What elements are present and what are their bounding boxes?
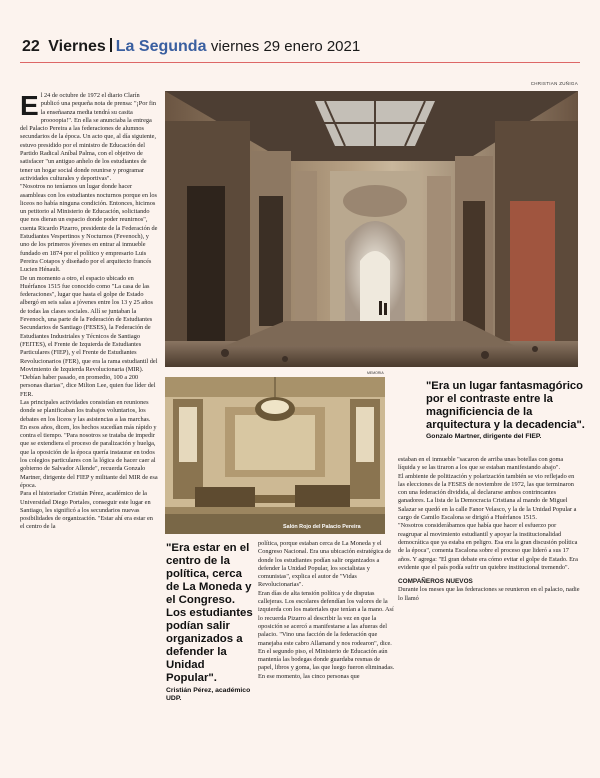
paper-name: La Segunda — [115, 38, 207, 55]
photo-credit-top: CHRISTIAN ZUÑIGA — [530, 81, 578, 86]
paragraph: estaban en el inmueble "sacaron de arriba unas botellas con goma líquida y se las tiraron a los que se estaban manifestando abajo". — [398, 456, 564, 472]
header-rule — [20, 62, 580, 63]
ruined-palace-photo — [165, 91, 578, 367]
paragraph: Durante los meses que las federaciones se reunieron en el palacio, nadie lo llamó — [398, 586, 580, 602]
paragraph: El ambiente de politización y polarización también se vio reflejado en las elecciones de la FESES de noviembre de 1972, las que terminaron con una federación dividida, al declararse ambos contrincantes ganadores. La lista de la Democracia Cristiana al mando de Miguel Salazar se quedó en la calle Fanor Velasco, y la de la Unidad Popular a cargo de Camilo Escalona se dirigió a Huérfanos 1515. — [398, 472, 577, 522]
paragraph: Para el historiador Cristián Pérez, académico de la Universidad Diego Portales, conseguir este lugar en Santiago, les significó a los secundarios nuevas posibilidades de organización. "Estar ahí era estar en el centro de la — [20, 490, 153, 531]
quote-text: "Era un lugar fantasmagórico por el contraste entre la magnificiencia de la arquitectura y la decadencia". — [426, 380, 585, 431]
day-label: Viernes — [48, 38, 106, 55]
drop-cap: E — [20, 90, 39, 121]
quote-attribution: Gonzalo Martner, dirigente del FIEP. — [426, 433, 542, 440]
header-separator — [110, 38, 112, 52]
paragraph: Eran días de alta tensión política y de disputas callejeras. Los escolares defendían los valores de la izquierda con los materiales que tenían a la mano. Así lo recuerda Pizarro al describir la vez en que la oposición se acercó a manifestarse a las afueras del palacio. "Vino una facción de la federación que manejaba este cabro Allamand y nos rodearon", dice. En el segundo piso, el Ministerio de Educación aún mantenía las bodegas donde guardaba resmas de papel, libros y goma, las que luego fueron eliminadas. En ese momento, las cinco personas que — [258, 589, 395, 680]
quote-text: "Era estar en el centro de la política, cerca de La Moneda y el Congreso. Los estudiantes podían salir organizados a defender la Unidad Popular". — [166, 542, 253, 684]
salon-illustration — [165, 377, 385, 534]
issue-date: viernes 29 enero 2021 — [210, 38, 361, 55]
photo-credit-small: MEMORIA — [367, 371, 384, 375]
pull-quote-top — [426, 380, 586, 441]
paragraph: Las principales actividades consistían en reuniones donde se planificaban los trabajos voluntarios, los debates en los liceos y las asistencias a las marchas. En esos años, dicen, los hechos sucedían más rápido y contra el tiempo. "Para nosotros se trataba de impedir que se extendiera el proceso de paralización y huelga, que la oposición de la época quería instaurar en todos los colegios particulares con la lógica de hacer caer al gobierno de Salvador Allende", recuerda Gonzalo Martner, dirigente del FIEP y militante del MIR de esa época. — [20, 398, 158, 489]
paragraph: De un momento a otro, el espacio ubicado en Huérfanos 1515 fue conocido como "La casa de las federaciones", lugar que hasta el golpe de Estado albergó en seis salas a jóvenes entre los 13 y 25 años de todas las clases sociales. Allí se juntaban la Fevenoch, una parte de la Federación de Estudiantes Secundarios de Santiago (FESES), la Federación de Estudiantes Industriales y Técnicos de Santiago (FEITES), el Frente de Izquierda de Estudiantes Particulares (FIEP), y el Frente de Estudiantes Revolucionarios (FER), que era la rama estudiantil del Movimiento de Izquierda Revolucionaria (MIR). "Debían haber pasado, en promedio, 100 a 200 personas diarias", dice Milton Lee, quien fue líder del FER. — [20, 274, 158, 398]
paragraph: "Nosotros no teníamos un lugar donde hacer asambleas con los estudiantes nocturnos porque en los liceos no había ninguna condición. Entonces, hicimos un petitorio al Ministerio de Educación, solicitando que nos dieran un espacio donde poder reunirnos", cuenta Ricardo Pizarro, presidente de la Federación de Estudiantes Vespertinos y Nocturnos (Fevenoch), y uno de los primeros jóvenes en entrar al inmueble fundado en 1874 por el político y empresario Luis Pereira Cotapos y diseñado por el arquitecto francés Lucien Hénault. — [20, 183, 158, 274]
subheading: COMPAÑEROS NUEVOS — [398, 578, 473, 586]
ruined-palace-illustration — [165, 91, 578, 367]
page-number: 22 — [22, 38, 40, 55]
article-column-1 — [20, 92, 158, 532]
paragraph: l 24 de octubre de 1972 el diario Clarín publicó una pequeña nota de prensa: "¡Por fin la enseñaanza media tendrá su casita proooopia!". En ella se anunciaba la entrega del Palacio Pereira a las federaciones de alumnos secundarios de la época. Un acto que, al día siguiente, estuvo presidido por el ministro de Educación del Partido Radical Aníbal Palma, con el objetivo de satisfacer "un antiguo anhelo de los estudiantes de tener un hogar social donde reunirse y programar actividades culturales y deportivas". — [20, 92, 157, 182]
photo-caption: Salón Rojo del Palacio Pereira — [283, 524, 361, 530]
paragraph: política, porque estaban cerca de La Moneda y el Congreso Nacional. Era una ubicación estratégica de donde los estudiantes podían salir organizados a defender la Unidad Popular, los socialistas y comunistas", explica el autor de "Vidas Revolucionarias". — [258, 540, 392, 589]
header-line — [22, 38, 360, 56]
page-header — [20, 38, 580, 60]
article-column-4 — [398, 456, 581, 603]
pull-quote-left — [166, 542, 256, 703]
quote-attribution: Cristián Pérez, académico UDP. — [166, 687, 251, 702]
article-column-3 — [258, 540, 395, 681]
salon-rojo-photo — [165, 377, 385, 534]
paragraph: "Nosotros considerábamos que había que hacer el esfuerzo por reagrupar al movimiento estudiantil y apoyar la institucionalidad democrática que ya estaba en peligro. Esa era la gran discusión política de la época", comenta Escalona sobre el proceso que lideró a sus 17 años. Y agrega: "El gran debate era cómo evitar el golpe de Estado. Era evidente que el país podía sufrir un quiebre institucional tremendo". — [398, 522, 578, 571]
